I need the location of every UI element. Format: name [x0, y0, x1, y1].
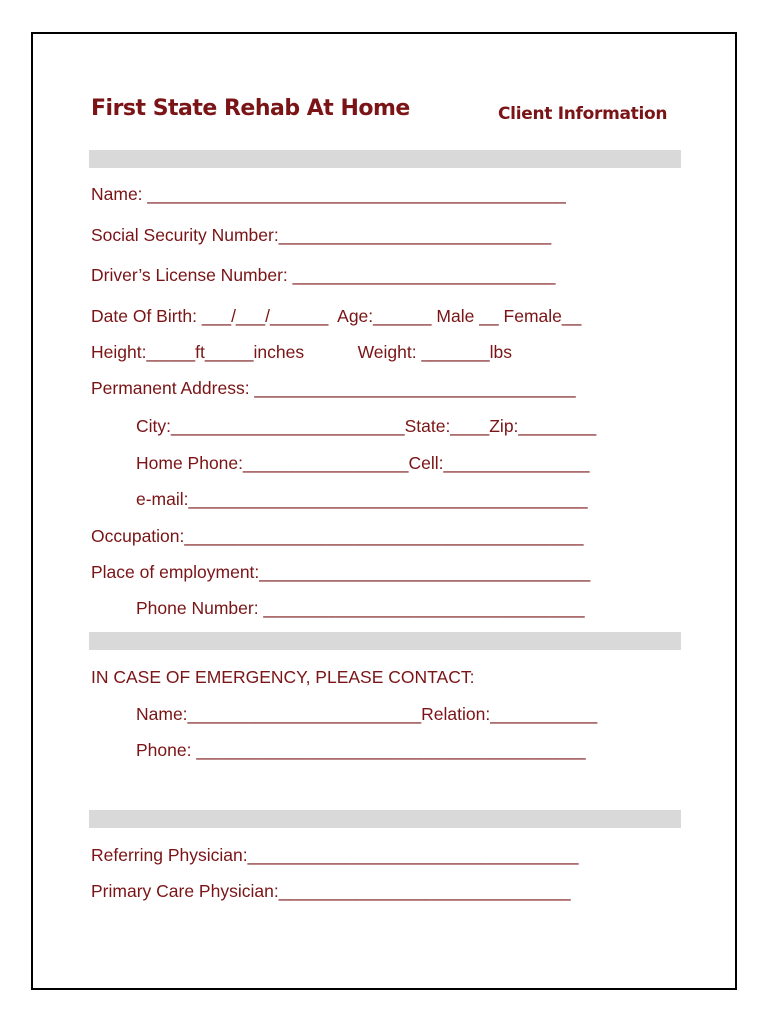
drivers-license-field[interactable]: Driver’s License Number: ___________________________	[91, 265, 556, 285]
section-divider-bar	[89, 150, 681, 168]
section-divider-bar	[89, 810, 681, 828]
occupation-field[interactable]: Occupation:_________________________________________	[91, 526, 584, 546]
permanent-address-field[interactable]: Permanent Address: _________________________________	[91, 378, 576, 398]
employment-phone-field[interactable]: Phone Number: _________________________________	[136, 598, 585, 618]
home-phone-cell-row[interactable]: Home Phone:_________________Cell:_______________	[136, 453, 590, 473]
section-divider-bar	[89, 632, 681, 650]
city-state-zip-row[interactable]: City:________________________State:____Zip:________	[136, 416, 597, 436]
emergency-heading: IN CASE OF EMERGENCY, PLEASE CONTACT:	[91, 667, 475, 687]
date-of-birth-row[interactable]: Date Of Birth: ___/___/______ Age:______ Male __ Female__	[91, 306, 582, 326]
name-field[interactable]: Name: ___________________________________________	[91, 184, 566, 204]
place-of-employment-field[interactable]: Place of employment:__________________________________	[91, 562, 591, 582]
page-title: First State Rehab At Home	[91, 96, 410, 121]
email-field[interactable]: e-mail:_________________________________________	[136, 489, 588, 509]
ssn-field[interactable]: Social Security Number:____________________________	[91, 225, 552, 245]
emergency-name-relation-row[interactable]: Name:________________________Relation:___________	[136, 704, 598, 724]
emergency-phone-field[interactable]: Phone: ________________________________________	[136, 740, 586, 760]
height-weight-row[interactable]: Height:_____ft_____inches Weight: _______lbs	[91, 342, 512, 362]
primary-care-physician-field[interactable]: Primary Care Physician:______________________________	[91, 881, 571, 901]
page-subtitle: Client Information	[498, 104, 668, 124]
referring-physician-field[interactable]: Referring Physician:__________________________________	[91, 845, 579, 865]
